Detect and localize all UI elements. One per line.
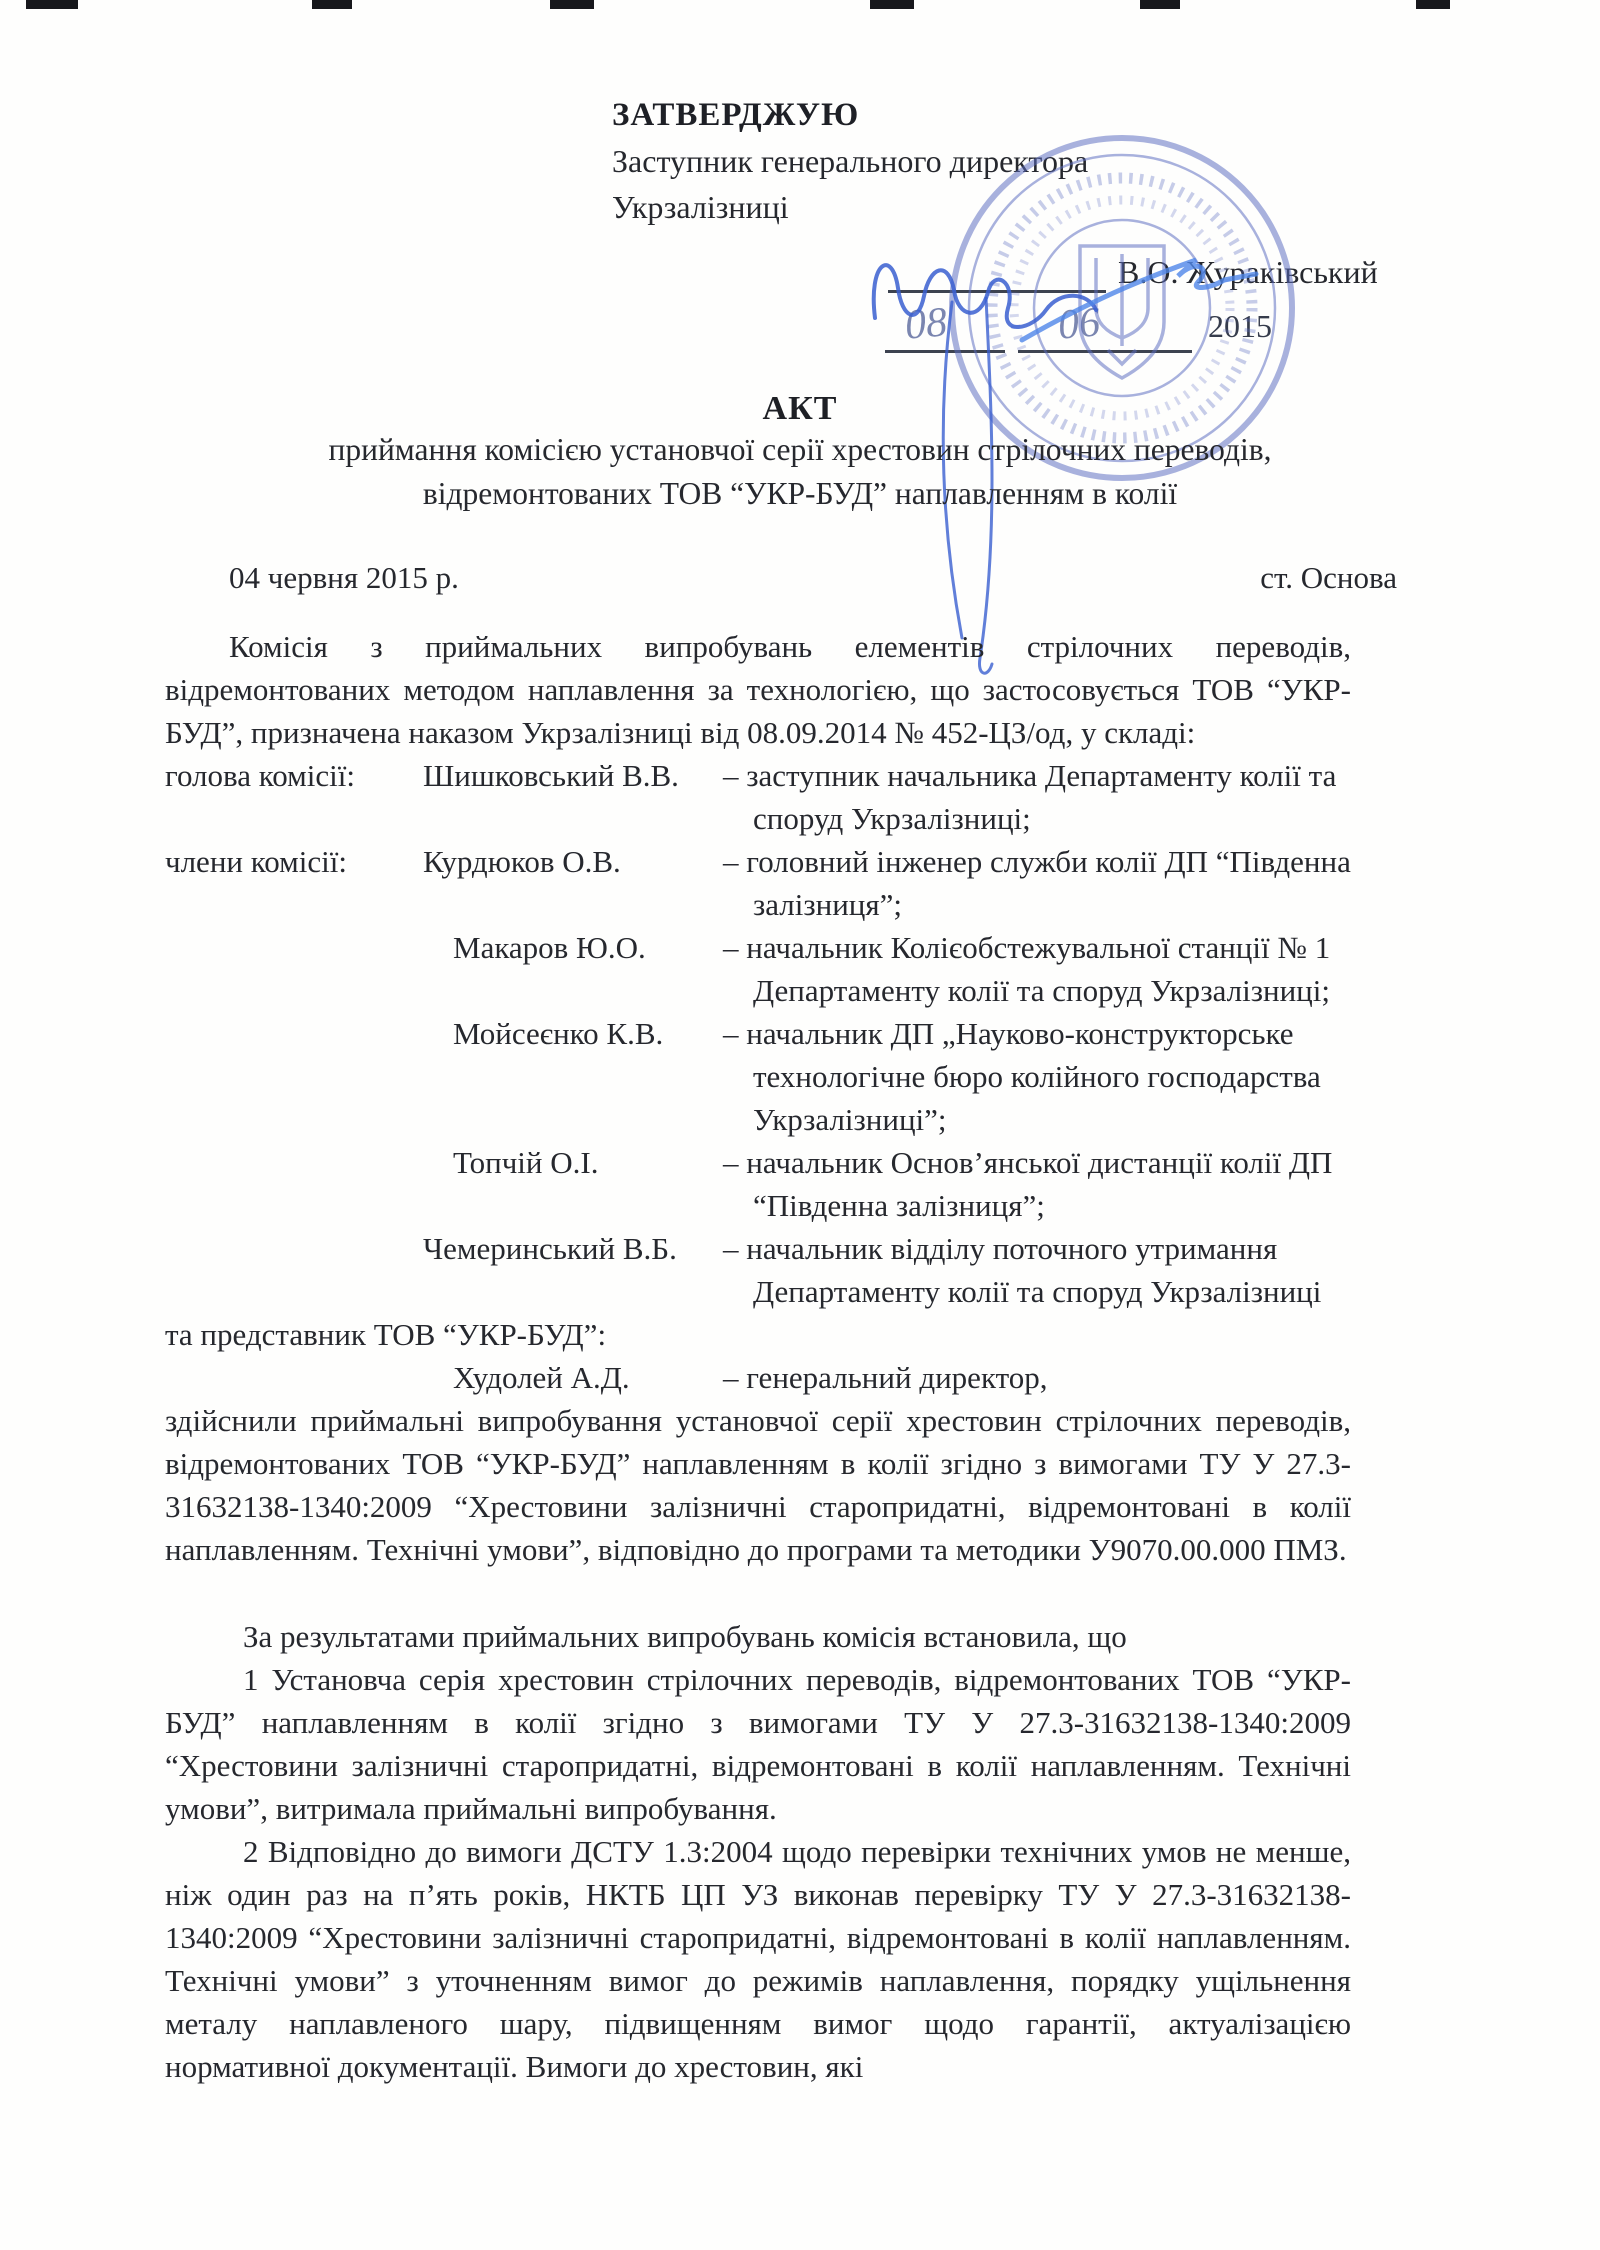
signature-line bbox=[888, 250, 1106, 293]
findings-intro: За результатами приймальних випробувань комісія встановила, що bbox=[243, 1619, 1127, 1654]
scan-artifact bbox=[1416, 0, 1450, 9]
scan-artifact bbox=[870, 0, 914, 9]
commission-role: члени комісії: bbox=[165, 844, 347, 879]
commission-member-title: – начальник Колієобстежувальної станції № 1 Департаменту колії та споруд Укрзалізниці; bbox=[723, 930, 1331, 1008]
representative-name: Худолей А.Д. bbox=[453, 1360, 630, 1395]
approval-block bbox=[612, 92, 1392, 230]
commission-member-name: Макаров Ю.О. bbox=[453, 930, 646, 965]
finding-1: 1 Установча серія хрестовин стрілочних переводів, відремонтованих ТОВ “УКР-БУД” наплавленням в колії згідно з вимогами ТУ У 27.3-31632138-1340:2009 “Хрестовини залізничні старопридатні, відремонтовані в колії наплавленням. Технічні умови”, витримала приймальні випробування. bbox=[165, 1662, 1351, 1826]
commission-member-name: Мойсеєнко К.В. bbox=[453, 1016, 664, 1051]
commission-row bbox=[165, 1227, 1351, 1313]
scan-artifact bbox=[26, 0, 78, 9]
approver-title-line2: Укрзалізниці bbox=[612, 189, 789, 225]
commission-member-title: – начальник Основ’янської дистанції колії ДП “Південна залізниця”; bbox=[723, 1145, 1333, 1223]
scan-artifact bbox=[550, 0, 594, 9]
commission-member-name: Курдюков О.В. bbox=[423, 844, 621, 879]
handwritten-month: 06 bbox=[1056, 299, 1102, 349]
finding-2: 2 Відповідно до вимоги ДСТУ 1.3:2004 щодо перевірки технічних умов не менше, ніж один раз на п’ять років, НКТБ ЦП УЗ виконав перевірку ТУ У 27.3-31632138-1340:2009 “Хрестовини залізничні старопридатні, відремонтовані в колії наплавленням. Технічні умови” з уточненням вимог до режимів наплавлення, порядку ущільнення металу наплавленого шару, підвищенням вимог щодо гарантії, актуалізацією нормативної документації. Вимоги до хрестовин, які bbox=[165, 1834, 1351, 2084]
approver-title-line1: Заступник генерального директора bbox=[612, 143, 1089, 179]
document-body bbox=[165, 556, 1397, 2088]
date-place-line bbox=[165, 556, 1397, 599]
scan-artifact bbox=[312, 0, 352, 9]
commission-row bbox=[165, 926, 1351, 1012]
conducted-paragraph: здійснили приймальні випробування установчої серії хрестовин стрілочних переводів, відремонтованих ТОВ “УКР-БУД” наплавленням в колії згідно з вимогами ТУ У 27.3-31632138-1340:2009 “Хрестовини залізничні старопридатні, відремонтовані в колії наплавленням. Технічні умови”, відповідно до програми та методики У9070.00.000 ПМЗ. bbox=[165, 1403, 1351, 1567]
representative-intro: та представник ТОВ “УКР-БУД”: bbox=[165, 1317, 607, 1352]
commission-member-name: Чемеринський В.Б. bbox=[423, 1231, 677, 1266]
commission-member-title: – головний інженер служби колії ДП “Південна залізниця”; bbox=[723, 844, 1351, 922]
scan-artifact bbox=[1140, 0, 1180, 9]
representative-row bbox=[165, 1356, 1351, 1399]
commission-member-title: – начальник ДП „Науково-конструкторське технологічне бюро колійного господарства Укрзалізниці”; bbox=[723, 1016, 1321, 1137]
commission-row bbox=[165, 754, 1351, 840]
paragraph-gap bbox=[165, 1571, 1351, 1615]
commission-row bbox=[165, 1012, 1351, 1141]
approval-year: 2015 bbox=[1208, 308, 1272, 344]
representative-title: – генеральний директор, bbox=[723, 1360, 1048, 1395]
approval-label: ЗАТВЕРДЖУЮ bbox=[612, 97, 860, 133]
document-date: 04 червня 2015 р. bbox=[229, 560, 459, 595]
document-subtitle-line1: приймання комісією установчої серії хрестовин стрілочних переводів, bbox=[328, 432, 1272, 467]
handwritten-day: 08 bbox=[903, 299, 949, 349]
approver-name: В.О. Жураківський bbox=[1118, 254, 1378, 290]
commission-member-name: Шишковський В.В. bbox=[423, 758, 679, 793]
commission-row bbox=[165, 1141, 1351, 1227]
commission-role: голова комісії: bbox=[165, 758, 355, 793]
title-block bbox=[205, 390, 1395, 516]
commission-row bbox=[165, 840, 1351, 926]
commission-member-name: Топчій О.І. bbox=[453, 1145, 599, 1180]
intro-paragraph: Комісія з приймальних випробувань елементів стрілочних переводів, відремонтованих методом наплавлення за технологією, що застосовується ТОВ “УКР-БУД”, призначена наказом Укрзалізниці від 08.09.2014 № 452-ЦЗ/од, у складі: bbox=[165, 629, 1351, 750]
date-month-line bbox=[1018, 312, 1192, 353]
document-place: ст. Основа bbox=[1260, 560, 1397, 595]
commission-member-title: – начальник відділу поточного утримання Департаменту колії та споруд Укрзалізниці bbox=[723, 1231, 1322, 1309]
document-subtitle-line2: відремонтованих ТОВ “УКР-БУД” наплавленням в колії bbox=[422, 476, 1178, 511]
commission-member-title: – заступник начальника Департаменту колії та споруд Укрзалізниці; bbox=[723, 758, 1337, 836]
document-type: АКТ bbox=[762, 390, 838, 427]
